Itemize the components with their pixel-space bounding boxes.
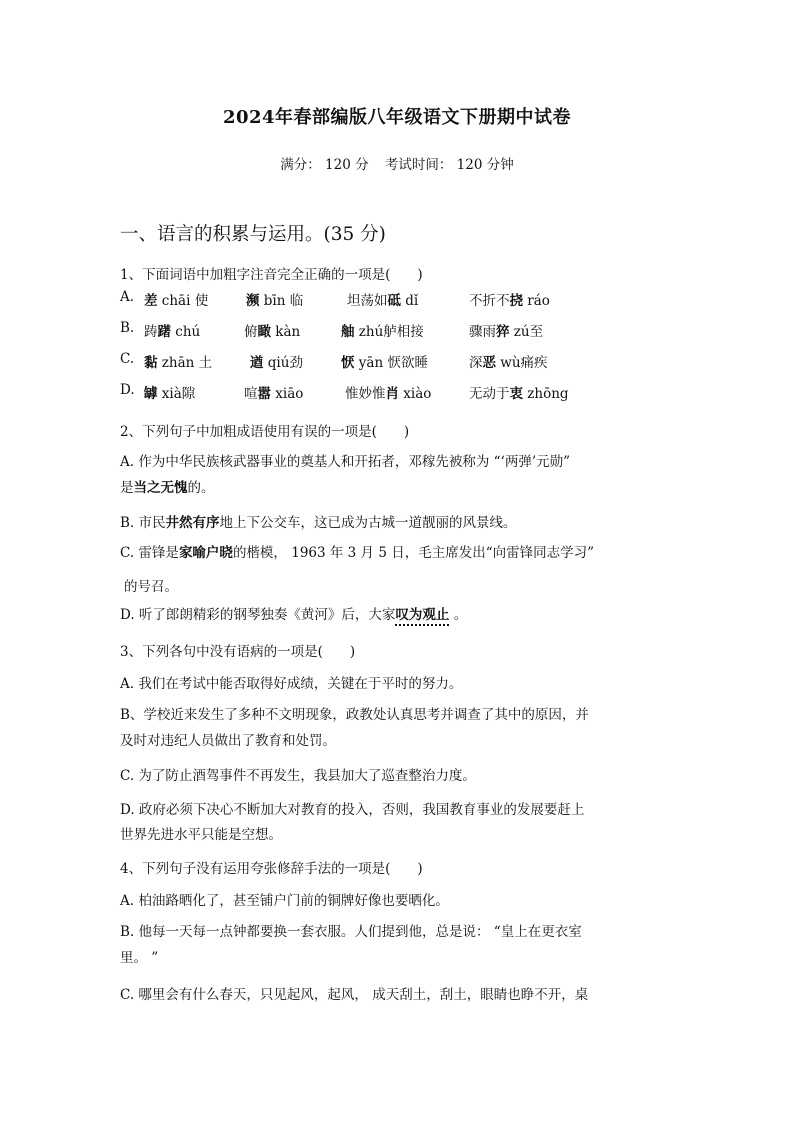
option-word: 坦荡如砥 dǐ: [347, 293, 419, 309]
option-letter: B.: [120, 320, 135, 336]
option-word: 惟妙惟肖 xiào: [345, 386, 432, 402]
option-word: 深恶 wù痛疾: [469, 355, 548, 371]
q3-option-b-line2: 及时对违纪人员做出了教育和处罚。: [120, 733, 336, 749]
q2-option-c-line1: C. 雷锋是家喻户晓的楷模， 1963 年 3 月 5 日，毛主席发出“向雷锋同志学习”: [120, 545, 595, 561]
q4-option-a: A. 柏油路晒化了，甚至铺户门前的铜牌好像也要晒化。: [120, 893, 449, 909]
q1-stem: 1、下面词语中加粗字注音完全正确的一项是( ): [120, 267, 423, 283]
exam-time: 考试时间： 120 分钟: [384, 157, 514, 173]
option-word: 罅 xià隙: [144, 386, 196, 402]
q2-option-b: B. 市民井然有序地上下公交车，这已成为古城一道靓丽的风景线。: [120, 515, 517, 531]
q2-option-d: D. 听了郎朗精彩的钢琴独奏《黄河》后，大家叹为观止 。: [120, 607, 468, 623]
q4-option-b-line2: 里。 ”: [120, 950, 159, 966]
full-score: 满分： 120 分: [280, 157, 369, 173]
q2-option-a-line1: A. 作为中华民族核武器事业的奠基人和开拓者，邓稼先被称为 “‘两弹’元勋”: [120, 454, 571, 470]
q1-option-d: [120, 382, 680, 402]
q2-option-a-line2: 是当之无愧的。: [120, 480, 215, 496]
option-word: 踌躇 chú: [144, 324, 201, 340]
option-letter: C.: [120, 351, 135, 367]
q3-option-d-line2: 世界先进水平只能是空想。: [120, 827, 282, 843]
option-word: 舳 zhú舻相接: [341, 324, 424, 340]
option-word: 恹 yān 恹欲睡: [341, 355, 428, 371]
option-word: 无动于衷 zhōng: [469, 386, 569, 402]
option-word: 喧嚣 xiāo: [244, 386, 304, 402]
option-letter: A.: [120, 289, 135, 305]
q3-option-c: C. 为了防止酒驾事件不再发生，我县加大了巡查整治力度。: [120, 768, 476, 784]
option-word: 骤雨猝 zú至: [469, 324, 544, 340]
option-word: 遒 qiú劲: [250, 355, 303, 371]
option-word: 濒 bīn 临: [246, 293, 304, 309]
option-word: 差 chāi 使: [144, 293, 209, 309]
q3-option-d-line1: D. 政府必须下决心不断加大对教育的投入，否则，我国教育事业的发展要赶上: [120, 802, 585, 818]
q3-option-b-line1: B、学校近来发生了多种不文明现象，政教处认真思考并调查了其中的原因，并: [120, 707, 589, 723]
section-1-heading: 一、语言的积累与运用。(35 分): [120, 224, 386, 245]
q3-stem: 3、下列各句中没有语病的一项是( ): [120, 644, 356, 660]
q2-option-c-line2: 的号召。: [124, 579, 178, 595]
q3-option-a: A. 我们在考试中能否取得好成绩，关键在于平时的努力。: [120, 676, 463, 692]
q1-option-b: [120, 320, 680, 340]
q4-option-c-line1: C. 哪里会有什么春天，只见起风，起风， 成天刮土，刮土，眼睛也睁不开，桌: [120, 987, 589, 1003]
exam-title: 2024年春部编版八年级语文下册期中试卷: [222, 107, 572, 128]
option-word: 不折不挠 ráo: [469, 293, 550, 309]
q1-option-a: [120, 289, 680, 309]
q2-stem: 2、下列句子中加粗成语使用有误的一项是( ): [120, 424, 410, 440]
option-word: 俯瞰 kàn: [244, 324, 301, 340]
option-word: 黏 zhān 土: [144, 355, 213, 371]
exam-meta: [0, 153, 794, 173]
q1-option-c: [120, 351, 680, 371]
option-letter: D.: [120, 382, 135, 398]
q4-stem: 4、下列句子没有运用夸张修辞手法的一项是( ): [120, 861, 423, 877]
q4-option-b-line1: B. 他每一天每一点钟都要换一套衣服。人们提到他，总是说： “皇上在更衣室: [120, 924, 582, 940]
